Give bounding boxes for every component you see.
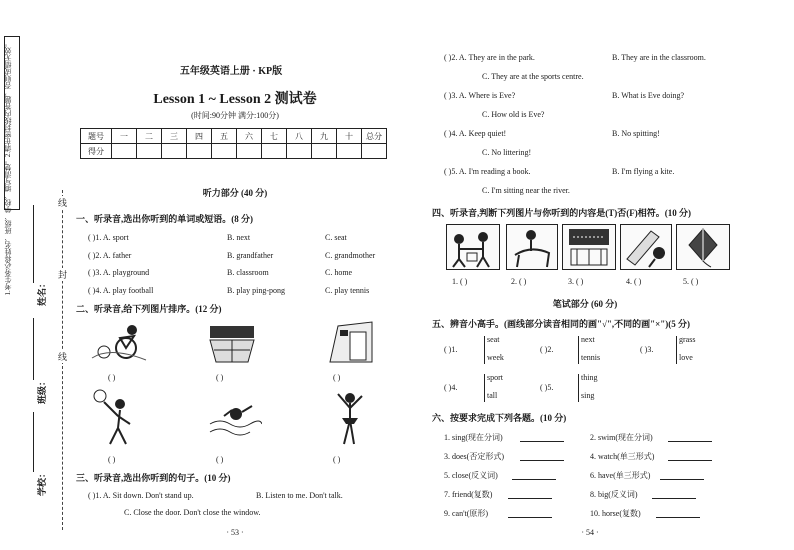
picture-rider	[506, 224, 558, 270]
sec2-blank-3: ( )	[333, 373, 341, 382]
picture-writing	[620, 224, 672, 270]
sec4-label-2: 2. ( )	[511, 277, 527, 286]
sec5-q2-w2: tennis	[581, 353, 601, 362]
sec6-title: 六、按要求完成下列各题。(10 分)	[432, 413, 567, 423]
answer-line[interactable]	[668, 460, 712, 461]
sec6-item-6: 6. have(单三形式)	[590, 471, 651, 480]
sec5-q5-w1: thing	[581, 373, 598, 382]
answer-line[interactable]	[660, 479, 704, 480]
brace	[578, 374, 579, 402]
picture-cycling	[90, 318, 148, 366]
score-input[interactable]	[162, 144, 187, 159]
page-number-right: · 54 ·	[581, 528, 599, 537]
sec3-q1-c: C. Close the door. Don't close the window.	[124, 508, 261, 517]
sec6-item-8: 8. big(反义词)	[590, 490, 638, 499]
sec5-q3-w2: love	[679, 353, 693, 362]
sec6-item-10: 10. horse(复数)	[590, 509, 641, 518]
q3-b: B. What is Eve doing?	[612, 91, 685, 100]
sec5-q4: ( )4.	[444, 383, 458, 392]
name-line	[33, 205, 34, 283]
sec3-q1-b: B. Listen to me. Don't talk.	[256, 491, 343, 500]
answer-line[interactable]	[512, 479, 556, 480]
q4-c: C. No littering!	[482, 148, 532, 157]
brace	[484, 336, 485, 364]
q5-c: C. I'm sitting near the river.	[482, 186, 570, 195]
score-cell: 三	[162, 129, 187, 144]
answer-line[interactable]	[668, 441, 712, 442]
score-cell: 五	[212, 129, 237, 144]
sec1-q2: ( )2. A. father	[88, 251, 132, 260]
sec1-q4: ( )4. A. play football	[88, 286, 154, 295]
score-cell: 题号	[81, 129, 112, 144]
sec1-q4-b: B. play ping-pong	[227, 286, 285, 295]
sec1-q2-c: C. grandmother	[325, 251, 376, 260]
sec5-q1-w1: seat	[487, 335, 500, 344]
answer-line[interactable]	[520, 441, 564, 442]
sec4-label-1: 1. ( )	[452, 277, 468, 286]
sec5-q2-w1: next	[581, 335, 595, 344]
sec1-q1: ( )1. A. sport	[88, 233, 129, 242]
score-input[interactable]	[187, 144, 212, 159]
sec5-q5: ( )5.	[540, 383, 554, 392]
sec5-title: 五、辨音小高手。(画线部分读音相同的画"√",不同的画"×")(5 分)	[432, 319, 691, 329]
sec6-item-2: 2. swim(现在分词)	[590, 433, 653, 442]
sec5-q3-w1: grass	[679, 335, 696, 344]
sec6-item-3: 3. does(否定形式)	[444, 452, 504, 461]
score-cell: 七	[262, 129, 287, 144]
picture-tennis-court	[208, 322, 256, 364]
score-input[interactable]	[262, 144, 287, 159]
sec2-blank-5: ( )	[216, 455, 224, 464]
sec2-blank-4: ( )	[108, 455, 116, 464]
sec6-item-1: 1. sing(现在分词)	[444, 433, 503, 442]
picture-blackboard	[562, 224, 616, 270]
score-table	[80, 128, 387, 159]
q4-b: B. No spitting!	[612, 129, 660, 138]
sec5-q4-w1: sport	[487, 373, 503, 382]
seal-char-2: 封	[58, 270, 68, 280]
brace	[676, 336, 677, 364]
score-input[interactable]	[112, 144, 137, 159]
sec5-q1-w2: week	[487, 353, 504, 362]
sec6-item-7: 7. friend(复数)	[444, 490, 493, 499]
score-input[interactable]	[337, 144, 362, 159]
sec1-q1-b: B. next	[227, 233, 251, 242]
answer-line[interactable]	[652, 498, 696, 499]
score-input[interactable]	[312, 144, 337, 159]
picture-kite	[676, 224, 730, 270]
exam-meta: (时间:90分钟 满分:100分)	[191, 111, 279, 120]
sec3-title: 三、听录音,选出你听到的句子。(10 分)	[76, 473, 231, 483]
q3-c: C. How old is Eve?	[482, 110, 545, 119]
seal-char-1: 线	[58, 198, 68, 208]
sec4-label-3: 3. ( )	[568, 277, 584, 286]
seal-char-3: 线	[58, 352, 68, 362]
page-number-left: · 53 ·	[226, 528, 244, 537]
picture-swimmer	[206, 402, 262, 438]
answer-line[interactable]	[520, 460, 564, 461]
sec6-item-4: 4. watch(单三形式)	[590, 452, 655, 461]
picture-dancer	[334, 388, 366, 446]
series-label: 五年级英语上册 · KP版	[179, 66, 283, 77]
score-cell: 八	[287, 129, 312, 144]
name-label: 姓名：	[37, 278, 48, 307]
sec1-q3: ( )3. A. playground	[88, 268, 150, 277]
answer-line[interactable]	[656, 517, 700, 518]
answer-line[interactable]	[508, 517, 552, 518]
score-input[interactable]	[212, 144, 237, 159]
q2-b: B. They are in the classroom.	[612, 53, 706, 62]
sec2-blank-2: ( )	[216, 373, 224, 382]
school-label: 学校：	[37, 468, 48, 497]
q4-a: ( )4. A. Keep quiet!	[444, 129, 507, 138]
score-cell: 总分	[362, 129, 387, 144]
sec1-q1-c: C. seat	[325, 233, 347, 242]
school-line	[33, 412, 34, 472]
sec2-blank-1: ( )	[108, 373, 116, 382]
sec1-q3-c: C. home	[325, 268, 353, 277]
brace	[578, 336, 579, 364]
sec5-q2: ( )2.	[540, 345, 554, 354]
score-input[interactable]	[137, 144, 162, 159]
sec5-q3: ( )3.	[640, 345, 654, 354]
q3-a: ( )3. A. Where is Eve?	[444, 91, 516, 100]
sec5-q4-w2: tall	[487, 391, 498, 400]
writing-title: 笔试部分 (60 分)	[552, 299, 618, 309]
answer-line[interactable]	[508, 498, 552, 499]
q2-c: C. They are at the sports centre.	[482, 72, 584, 81]
sec2-title: 二、听录音,给下列图片排序。(12 分)	[76, 304, 222, 314]
picture-children-playing	[446, 224, 500, 270]
score-value-row	[81, 144, 387, 159]
q5-a: ( )5. A. I'm reading a book.	[444, 167, 531, 176]
score-cell: 二	[137, 129, 162, 144]
sec1-q4-c: C. play tennis	[325, 286, 370, 295]
q5-b: B. I'm flying a kite.	[612, 167, 675, 176]
score-header-row	[81, 129, 387, 144]
sec5-q1: ( )1.	[444, 345, 458, 354]
sec1-q3-b: B. classroom	[227, 268, 269, 277]
sec6-item-5: 5. close(反义词)	[444, 471, 498, 480]
sec6-item-9: 9. can't(原形)	[444, 509, 489, 518]
sec4-label-5: 5. ( )	[683, 277, 699, 286]
score-cell: 十	[337, 129, 362, 144]
score-input[interactable]	[362, 144, 387, 159]
picture-classroom-door	[328, 320, 374, 364]
sec1-q2-b: B. grandfather	[227, 251, 274, 260]
score-cell: 一	[112, 129, 137, 144]
q2-a: ( )2. A. They are in the park.	[444, 53, 535, 62]
score-cell: 四	[187, 129, 212, 144]
sec4-title: 四、听录音,判断下列图片与你听到的内容是(T)否(F)相符。(10 分)	[432, 208, 691, 218]
sec1-title: 一、听录音,选出你听到的单词或短语。(8 分)	[76, 214, 253, 224]
score-cell: 得分	[81, 144, 112, 159]
picture-tennis-player	[92, 388, 136, 448]
score-input[interactable]	[287, 144, 312, 159]
sec5-q5-w2: sing	[581, 391, 595, 400]
class-line	[33, 318, 34, 380]
page-title: Lesson 1 ~ Lesson 2 测试卷	[153, 92, 317, 107]
sec3-q1-a: ( )1. A. Sit down. Don't stand up.	[88, 491, 194, 500]
class-label: 班级：	[37, 376, 48, 405]
binder-note: 1.考生务必将姓名、班级、学校、填写清楚。2.请在密封线内答题，否则成绩无效。	[4, 40, 12, 296]
sec4-label-4: 4. ( )	[626, 277, 642, 286]
score-cell: 六	[237, 129, 262, 144]
sec2-blank-6: ( )	[333, 455, 341, 464]
score-cell: 九	[312, 129, 337, 144]
listening-title: 听力部分 (40 分)	[202, 188, 268, 198]
score-input[interactable]	[237, 144, 262, 159]
brace	[484, 374, 485, 402]
